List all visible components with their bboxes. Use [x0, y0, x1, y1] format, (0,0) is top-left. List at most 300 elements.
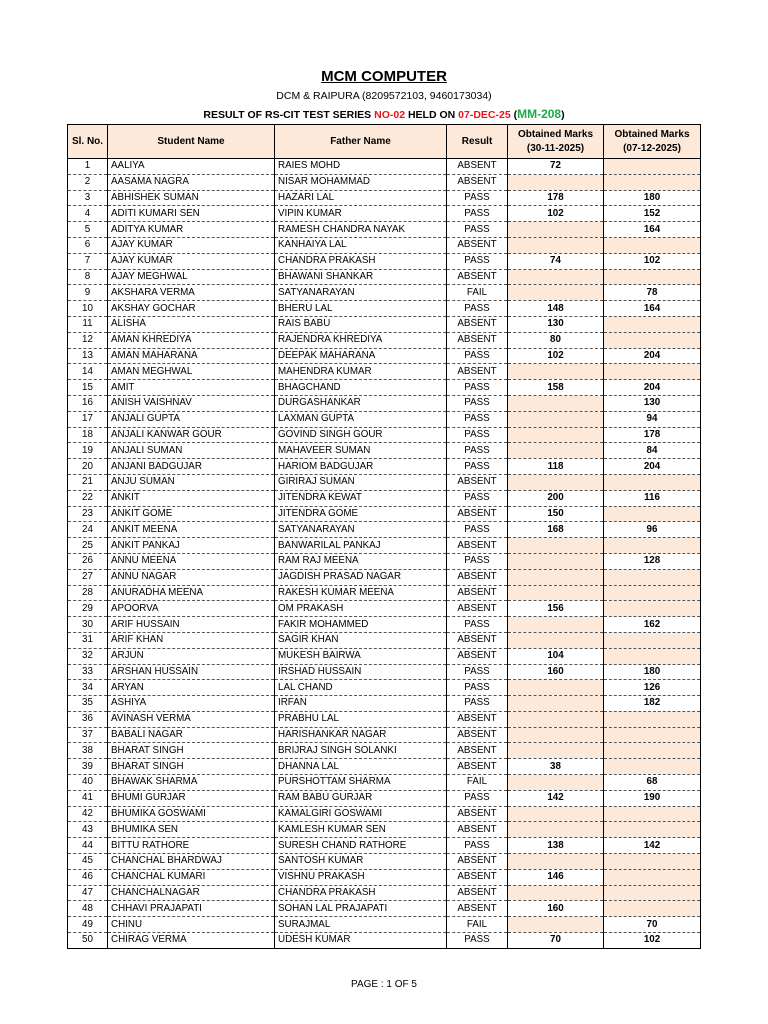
cell-sl: 22	[68, 490, 108, 506]
cell-result: ABSENT	[447, 648, 508, 664]
table-row	[68, 632, 701, 648]
table-row	[68, 380, 701, 396]
cell-father-name: SAGIR KHAN	[275, 632, 447, 648]
table-row	[68, 174, 701, 190]
cell-student-name: AMAN MAHARANA	[108, 348, 275, 364]
cell-result: FAIL	[447, 775, 508, 791]
table-row	[68, 711, 701, 727]
cell-student-name: ARSHAN HUSSAIN	[108, 664, 275, 680]
cell-student-name: AMAN MEGHWAL	[108, 364, 275, 380]
cell-result: ABSENT	[447, 601, 508, 617]
cell-result: PASS	[447, 664, 508, 680]
cell-marks-1	[508, 395, 604, 411]
cell-marks-1: 138	[508, 838, 604, 854]
heading-held-on: HELD ON	[405, 109, 459, 121]
table-row	[68, 727, 701, 743]
cell-marks-2: 70	[604, 917, 701, 933]
cell-father-name: GOVIND SINGH GOUR	[275, 427, 447, 443]
cell-student-name: BHARAT SINGH	[108, 759, 275, 775]
cell-father-name: RAIS BABU	[275, 316, 447, 332]
cell-student-name: AALIYA	[108, 159, 275, 175]
cell-father-name: NISAR MOHAMMAD	[275, 174, 447, 190]
cell-student-name: CHANCHAL KUMARI	[108, 869, 275, 885]
cell-marks-1: 150	[508, 506, 604, 522]
cell-father-name: SOHAN LAL PRAJAPATI	[275, 901, 447, 917]
cell-result: PASS	[447, 411, 508, 427]
cell-marks-2	[604, 474, 701, 490]
cell-result: PASS	[447, 348, 508, 364]
cell-father-name: HARIOM BADGUJAR	[275, 459, 447, 475]
cell-result: PASS	[447, 253, 508, 269]
cell-result: PASS	[447, 933, 508, 949]
cell-student-name: BHUMI GURJAR	[108, 790, 275, 806]
table-row	[68, 443, 701, 459]
cell-sl: 29	[68, 601, 108, 617]
cell-marks-1: 156	[508, 601, 604, 617]
cell-marks-2	[604, 538, 701, 554]
cell-father-name: VISHNU PRAKASH	[275, 869, 447, 885]
cell-student-name: AMAN KHREDIYA	[108, 332, 275, 348]
table-row	[68, 933, 701, 949]
table-row	[68, 696, 701, 712]
cell-father-name: CHANDRA PRAKASH	[275, 885, 447, 901]
cell-marks-2: 128	[604, 553, 701, 569]
cell-sl: 46	[68, 869, 108, 885]
cell-result: ABSENT	[447, 869, 508, 885]
cell-father-name: VIPIN KUMAR	[275, 206, 447, 222]
cell-sl: 33	[68, 664, 108, 680]
cell-marks-2: 204	[604, 348, 701, 364]
cell-result: PASS	[447, 696, 508, 712]
table-row	[68, 427, 701, 443]
cell-sl: 6	[68, 237, 108, 253]
cell-sl: 11	[68, 316, 108, 332]
cell-father-name: BHAWANI SHANKAR	[275, 269, 447, 285]
cell-marks-2: 96	[604, 522, 701, 538]
cell-father-name: BANWARILAL PANKAJ	[275, 538, 447, 554]
table-row	[68, 222, 701, 238]
cell-marks-2	[604, 364, 701, 380]
table-row	[68, 522, 701, 538]
cell-father-name: MAHAVEER SUMAN	[275, 443, 447, 459]
cell-marks-1	[508, 585, 604, 601]
cell-result: PASS	[447, 206, 508, 222]
cell-marks-2: 116	[604, 490, 701, 506]
cell-marks-1: 146	[508, 869, 604, 885]
cell-marks-1: 38	[508, 759, 604, 775]
cell-student-name: AKSHARA VERMA	[108, 285, 275, 301]
table-row	[68, 538, 701, 554]
cell-result: ABSENT	[447, 711, 508, 727]
col-header-marks-2-date: (07-12-2025)	[623, 142, 681, 154]
cell-father-name: LAL CHAND	[275, 680, 447, 696]
heading-prefix: RESULT OF RS-CIT TEST SERIES	[203, 109, 375, 121]
cell-sl: 16	[68, 395, 108, 411]
table-row	[68, 569, 701, 585]
cell-student-name: AKSHAY GOCHAR	[108, 301, 275, 317]
table-row	[68, 759, 701, 775]
cell-result: ABSENT	[447, 474, 508, 490]
cell-student-name: AMIT	[108, 380, 275, 396]
cell-student-name: ANJALI GUPTA	[108, 411, 275, 427]
cell-student-name: BHUMIKA SEN	[108, 822, 275, 838]
cell-result: ABSENT	[447, 569, 508, 585]
cell-marks-1	[508, 696, 604, 712]
cell-result: FAIL	[447, 917, 508, 933]
cell-marks-2: 178	[604, 427, 701, 443]
cell-student-name: ADITYA KUMAR	[108, 222, 275, 238]
cell-sl: 18	[68, 427, 108, 443]
cell-marks-2	[604, 822, 701, 838]
cell-marks-2: 182	[604, 696, 701, 712]
cell-marks-2	[604, 901, 701, 917]
cell-father-name: MAHENDRA KUMAR	[275, 364, 447, 380]
cell-marks-1	[508, 727, 604, 743]
cell-father-name: DEEPAK MAHARANA	[275, 348, 447, 364]
cell-marks-2: 190	[604, 790, 701, 806]
table-row	[68, 664, 701, 680]
cell-father-name: HAZARI LAL	[275, 190, 447, 206]
cell-sl: 44	[68, 838, 108, 854]
cell-marks-1: 160	[508, 664, 604, 680]
cell-father-name: JITENDRA GOME	[275, 506, 447, 522]
cell-student-name: ANURADHA MEENA	[108, 585, 275, 601]
table-row	[68, 901, 701, 917]
cell-result: ABSENT	[447, 364, 508, 380]
cell-marks-1: 80	[508, 332, 604, 348]
cell-result: PASS	[447, 490, 508, 506]
cell-marks-1	[508, 411, 604, 427]
cell-marks-1: 72	[508, 159, 604, 175]
cell-result: ABSENT	[447, 159, 508, 175]
cell-sl: 37	[68, 727, 108, 743]
cell-marks-1	[508, 553, 604, 569]
cell-marks-2	[604, 727, 701, 743]
cell-sl: 45	[68, 854, 108, 870]
cell-marks-2: 142	[604, 838, 701, 854]
cell-marks-2: 84	[604, 443, 701, 459]
cell-father-name: HARISHANKAR NAGAR	[275, 727, 447, 743]
cell-result: ABSENT	[447, 901, 508, 917]
cell-father-name: PURSHOTTAM SHARMA	[275, 775, 447, 791]
cell-father-name: JAGDISH PRASAD NAGAR	[275, 569, 447, 585]
cell-result: FAIL	[447, 285, 508, 301]
cell-result: ABSENT	[447, 727, 508, 743]
cell-marks-1	[508, 822, 604, 838]
cell-sl: 14	[68, 364, 108, 380]
cell-marks-1	[508, 711, 604, 727]
cell-marks-2	[604, 632, 701, 648]
cell-sl: 5	[68, 222, 108, 238]
cell-sl: 21	[68, 474, 108, 490]
table-row	[68, 459, 701, 475]
cell-marks-2	[604, 648, 701, 664]
cell-student-name: CHANCHALNAGAR	[108, 885, 275, 901]
cell-father-name: UDESH KUMAR	[275, 933, 447, 949]
cell-student-name: ASHIYA	[108, 696, 275, 712]
cell-father-name: SANTOSH KUMAR	[275, 854, 447, 870]
cell-marks-2: 164	[604, 301, 701, 317]
cell-father-name: FAKIR MOHAMMED	[275, 617, 447, 633]
table-row	[68, 395, 701, 411]
table-header-row	[68, 125, 701, 159]
col-header-result: Result	[447, 125, 508, 159]
cell-sl: 19	[68, 443, 108, 459]
cell-result: ABSENT	[447, 632, 508, 648]
col-header-student-name: Student Name	[108, 125, 275, 159]
cell-student-name: ANKIT MEENA	[108, 522, 275, 538]
cell-sl: 2	[68, 174, 108, 190]
cell-sl: 35	[68, 696, 108, 712]
table-row	[68, 285, 701, 301]
cell-marks-1	[508, 174, 604, 190]
cell-student-name: ANJALI SUMAN	[108, 443, 275, 459]
cell-sl: 24	[68, 522, 108, 538]
cell-marks-1: 102	[508, 348, 604, 364]
cell-result: ABSENT	[447, 743, 508, 759]
cell-result: ABSENT	[447, 585, 508, 601]
cell-result: ABSENT	[447, 174, 508, 190]
table-row	[68, 348, 701, 364]
cell-father-name: BHERU LAL	[275, 301, 447, 317]
cell-marks-2	[604, 854, 701, 870]
table-row	[68, 617, 701, 633]
table-row	[68, 269, 701, 285]
cell-sl: 31	[68, 632, 108, 648]
table-row	[68, 190, 701, 206]
cell-father-name: KANHAIYA LAL	[275, 237, 447, 253]
cell-student-name: CHIRAG VERMA	[108, 933, 275, 949]
cell-marks-2	[604, 601, 701, 617]
cell-marks-1: 70	[508, 933, 604, 949]
cell-marks-1: 200	[508, 490, 604, 506]
table-row	[68, 253, 701, 269]
table-row	[68, 775, 701, 791]
cell-marks-1	[508, 364, 604, 380]
cell-marks-1	[508, 775, 604, 791]
cell-result: ABSENT	[447, 806, 508, 822]
cell-marks-1: 148	[508, 301, 604, 317]
cell-result: PASS	[447, 838, 508, 854]
cell-father-name: KAMLESH KUMAR SEN	[275, 822, 447, 838]
cell-student-name: AASAMA NAGRA	[108, 174, 275, 190]
table-row	[68, 237, 701, 253]
cell-sl: 50	[68, 933, 108, 949]
cell-student-name: ADITI KUMARI SEN	[108, 206, 275, 222]
cell-student-name: BHARAT SINGH	[108, 743, 275, 759]
cell-father-name: GIRIRAJ SUMAN	[275, 474, 447, 490]
cell-marks-1: 104	[508, 648, 604, 664]
cell-result: PASS	[447, 522, 508, 538]
cell-marks-2	[604, 237, 701, 253]
cell-student-name: BITTU RATHORE	[108, 838, 275, 854]
table-row	[68, 822, 701, 838]
cell-student-name: BHAWAK SHARMA	[108, 775, 275, 791]
table-row	[68, 838, 701, 854]
cell-student-name: ANJU SUMAN	[108, 474, 275, 490]
cell-father-name: RAM BABU GURJAR	[275, 790, 447, 806]
cell-sl: 3	[68, 190, 108, 206]
cell-father-name: LAXMAN GUPTA	[275, 411, 447, 427]
result-table	[67, 124, 701, 949]
cell-result: PASS	[447, 443, 508, 459]
cell-sl: 8	[68, 269, 108, 285]
cell-father-name: DURGASHANKAR	[275, 395, 447, 411]
cell-marks-2	[604, 759, 701, 775]
table-row	[68, 490, 701, 506]
cell-student-name: ANISH VAISHNAV	[108, 395, 275, 411]
cell-student-name: AJAY KUMAR	[108, 237, 275, 253]
cell-marks-2: 126	[604, 680, 701, 696]
cell-marks-1: 158	[508, 380, 604, 396]
cell-marks-2	[604, 506, 701, 522]
cell-marks-1: 130	[508, 316, 604, 332]
series-number: NO-02	[374, 109, 406, 121]
cell-sl: 10	[68, 301, 108, 317]
col-header-marks-1	[508, 125, 604, 159]
cell-student-name: AJAY MEGHWAL	[108, 269, 275, 285]
cell-marks-2	[604, 585, 701, 601]
cell-student-name: ARIF HUSSAIN	[108, 617, 275, 633]
cell-result: PASS	[447, 617, 508, 633]
cell-father-name: IRSHAD HUSSAIN	[275, 664, 447, 680]
table-row	[68, 806, 701, 822]
cell-sl: 13	[68, 348, 108, 364]
cell-result: ABSENT	[447, 316, 508, 332]
table-row	[68, 885, 701, 901]
cell-result: ABSENT	[447, 332, 508, 348]
cell-marks-2: 162	[604, 617, 701, 633]
cell-father-name: JITENDRA KEWAT	[275, 490, 447, 506]
table-row	[68, 680, 701, 696]
cell-sl: 47	[68, 885, 108, 901]
cell-student-name: CHINU	[108, 917, 275, 933]
cell-marks-2: 180	[604, 190, 701, 206]
cell-sl: 1	[68, 159, 108, 175]
cell-father-name: RAKESH KUMAR MEENA	[275, 585, 447, 601]
table-row	[68, 854, 701, 870]
cell-marks-1	[508, 285, 604, 301]
cell-result: ABSENT	[447, 885, 508, 901]
cell-student-name: ABHISHEK SUMAN	[108, 190, 275, 206]
table-row	[68, 474, 701, 490]
cell-marks-1	[508, 538, 604, 554]
table-row	[68, 553, 701, 569]
cell-result: ABSENT	[447, 269, 508, 285]
cell-student-name: ALISHA	[108, 316, 275, 332]
cell-father-name: OM PRAKASH	[275, 601, 447, 617]
cell-marks-2: 102	[604, 253, 701, 269]
cell-sl: 39	[68, 759, 108, 775]
cell-marks-1: 178	[508, 190, 604, 206]
cell-marks-2: 152	[604, 206, 701, 222]
cell-marks-2: 180	[604, 664, 701, 680]
cell-marks-2	[604, 743, 701, 759]
cell-result: PASS	[447, 395, 508, 411]
cell-marks-2	[604, 885, 701, 901]
test-date: 07-DEC-25	[458, 109, 511, 121]
col-header-sl: Sl. No.	[68, 125, 108, 159]
cell-result: PASS	[447, 380, 508, 396]
cell-marks-2: 204	[604, 459, 701, 475]
cell-marks-2	[604, 316, 701, 332]
cell-marks-2: 78	[604, 285, 701, 301]
cell-marks-2	[604, 332, 701, 348]
cell-marks-1	[508, 617, 604, 633]
cell-sl: 20	[68, 459, 108, 475]
table-row	[68, 316, 701, 332]
cell-marks-2: 164	[604, 222, 701, 238]
cell-student-name: CHHAVI PRAJAPATI	[108, 901, 275, 917]
cell-student-name: ARIF KHAN	[108, 632, 275, 648]
cell-father-name: RAJENDRA KHREDIYA	[275, 332, 447, 348]
cell-father-name: PRABHU LAL	[275, 711, 447, 727]
cell-sl: 48	[68, 901, 108, 917]
cell-marks-2: 68	[604, 775, 701, 791]
cell-student-name: BHUMIKA GOSWAMI	[108, 806, 275, 822]
cell-marks-1	[508, 427, 604, 443]
table-row	[68, 790, 701, 806]
table-row	[68, 601, 701, 617]
cell-sl: 7	[68, 253, 108, 269]
cell-sl: 36	[68, 711, 108, 727]
cell-father-name: SURAJMAL	[275, 917, 447, 933]
cell-marks-1: 168	[508, 522, 604, 538]
heading-open-paren: (	[510, 109, 518, 121]
cell-marks-1	[508, 632, 604, 648]
cell-father-name: MUKESH BAIRWA	[275, 648, 447, 664]
cell-sl: 34	[68, 680, 108, 696]
cell-father-name: RAMESH CHANDRA NAYAK	[275, 222, 447, 238]
cell-marks-2	[604, 269, 701, 285]
col-header-father-name: Father Name	[275, 125, 447, 159]
cell-result: ABSENT	[447, 506, 508, 522]
cell-marks-2: 204	[604, 380, 701, 396]
result-heading	[0, 107, 768, 121]
table-row	[68, 332, 701, 348]
cell-result: ABSENT	[447, 237, 508, 253]
cell-marks-2	[604, 159, 701, 175]
cell-marks-2: 102	[604, 933, 701, 949]
cell-result: PASS	[447, 680, 508, 696]
table-row	[68, 917, 701, 933]
cell-student-name: ARYAN	[108, 680, 275, 696]
cell-father-name: IRFAN	[275, 696, 447, 712]
cell-marks-1	[508, 222, 604, 238]
table-row	[68, 506, 701, 522]
cell-sl: 43	[68, 822, 108, 838]
cell-sl: 40	[68, 775, 108, 791]
cell-sl: 30	[68, 617, 108, 633]
cell-sl: 4	[68, 206, 108, 222]
table-row	[68, 364, 701, 380]
cell-result: ABSENT	[447, 822, 508, 838]
col-header-marks-2-title: Obtained Marks	[614, 128, 690, 140]
cell-sl: 9	[68, 285, 108, 301]
table-row	[68, 648, 701, 664]
cell-student-name: ANKIT GOME	[108, 506, 275, 522]
table-row	[68, 206, 701, 222]
cell-result: PASS	[447, 790, 508, 806]
cell-marks-2: 130	[604, 395, 701, 411]
cell-father-name: SURESH CHAND RATHORE	[275, 838, 447, 854]
cell-result: ABSENT	[447, 538, 508, 554]
table-row	[68, 159, 701, 175]
table-row	[68, 585, 701, 601]
cell-sl: 42	[68, 806, 108, 822]
cell-marks-1	[508, 885, 604, 901]
cell-father-name: SATYANARAYAN	[275, 285, 447, 301]
